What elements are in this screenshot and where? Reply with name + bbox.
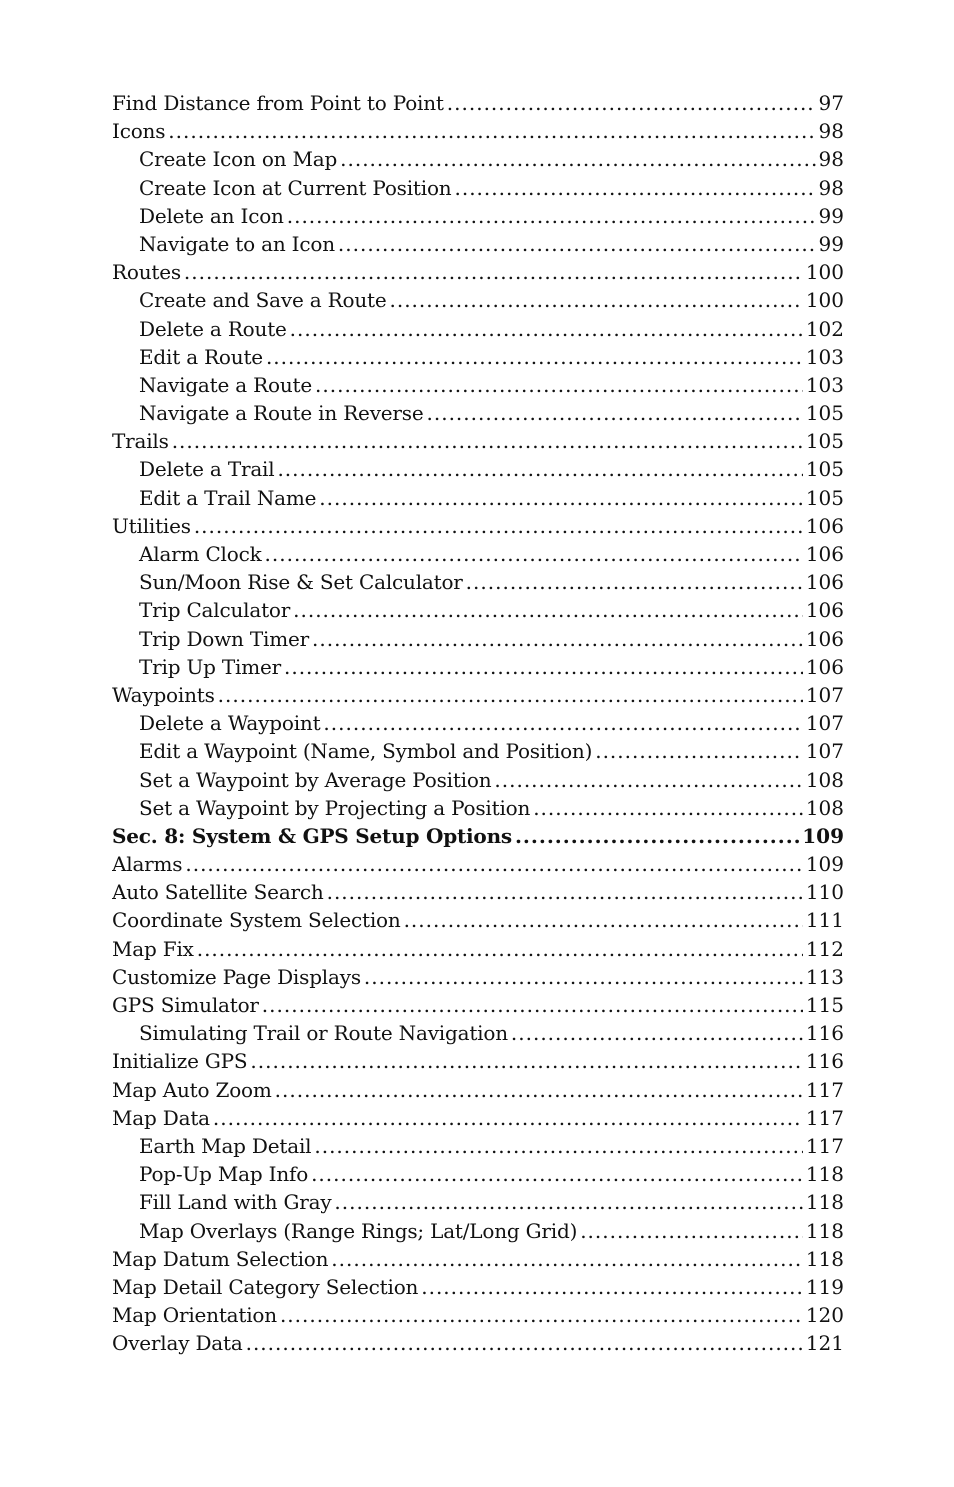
toc-page-number: 98 <box>818 147 844 172</box>
toc-subentry <box>112 1160 844 1188</box>
toc-entry-title: Map Overlays (Range Rings; Lat/Long Grid) <box>139 1218 578 1243</box>
toc-entry-title: Alarm Clock <box>139 542 262 566</box>
toc-subentry <box>112 1132 844 1160</box>
toc-subentry <box>112 596 844 624</box>
toc-entry-title: Fill Land with Gray <box>139 1190 332 1215</box>
dot-leader <box>197 935 803 963</box>
toc-entry-title: Initialize GPS <box>112 1049 248 1074</box>
toc-entry <box>112 681 844 709</box>
toc-entry <box>112 427 844 455</box>
toc-entry <box>112 850 844 878</box>
dot-leader <box>311 1160 803 1188</box>
dot-leader <box>265 540 803 568</box>
dot-leader <box>323 709 802 737</box>
toc-entry <box>112 117 844 145</box>
toc-entry-title: Navigate to an Icon <box>139 231 335 256</box>
dot-leader <box>340 145 815 173</box>
toc-entry <box>112 512 844 540</box>
toc-page-number: 98 <box>818 119 844 144</box>
toc-entry-title: Sun/Moon Rise & Set Calculator <box>139 570 463 595</box>
toc-entry-title: Map Datum Selection <box>112 1246 329 1271</box>
toc-page-number: 106 <box>805 654 844 679</box>
toc-entry-title: Trip Down Timer <box>139 626 309 651</box>
toc-entry-title: Alarms <box>112 852 183 877</box>
toc-entry-title: Map Data <box>112 1105 210 1130</box>
toc-page-number: 103 <box>805 372 844 397</box>
dot-leader <box>447 89 816 117</box>
toc-entry-title: Simulating Trail or Route Navigation <box>139 1021 508 1046</box>
toc-entry-title: Edit a Waypoint (Name, Symbol and Position) <box>139 739 593 764</box>
toc-subentry <box>112 1188 844 1216</box>
toc-page-number: 105 <box>805 401 844 426</box>
toc-page-number: 121 <box>805 1331 844 1356</box>
toc-entry-title: Create Icon at Current Position <box>139 175 452 200</box>
toc-entry <box>112 935 844 963</box>
toc-entry-title: Delete a Trail <box>139 457 275 482</box>
toc-entry <box>112 258 844 286</box>
toc-subentry <box>112 145 844 173</box>
dot-leader <box>580 1217 803 1245</box>
toc-page-number: 107 <box>805 739 844 764</box>
toc-subentry <box>112 625 844 653</box>
toc-entry <box>112 991 844 1019</box>
dot-leader <box>262 991 803 1019</box>
toc-entry-title: Earth Map Detail <box>139 1133 312 1158</box>
dot-leader <box>184 258 803 286</box>
toc-entry-title: Overlay Data <box>112 1331 243 1356</box>
dot-leader <box>334 1188 802 1216</box>
toc-section-heading <box>112 822 844 850</box>
toc-page-number: 119 <box>805 1274 844 1299</box>
toc-page-number: 99 <box>818 203 844 228</box>
toc-entry-title: Edit a Route <box>139 344 263 369</box>
toc-subentry <box>112 174 844 202</box>
toc-page-number: 106 <box>805 513 844 538</box>
toc-entry <box>112 1273 844 1301</box>
toc-entry <box>112 906 844 934</box>
toc-page-number: 106 <box>805 598 844 623</box>
toc-entry <box>112 1329 844 1357</box>
toc-page-number: 106 <box>805 542 844 566</box>
toc-page-number: 116 <box>805 1049 844 1074</box>
toc-entry-title: Set a Waypoint by Average Position <box>139 767 492 792</box>
toc-page-number: 118 <box>805 1162 844 1187</box>
toc-entry-title: Navigate a Route in Reverse <box>139 401 424 426</box>
toc-subentry <box>112 484 844 512</box>
dot-leader <box>280 1301 803 1329</box>
toc-entry <box>112 878 844 906</box>
toc-page-number: 108 <box>805 795 844 820</box>
toc-entry <box>112 1076 844 1104</box>
dot-leader <box>511 1019 803 1047</box>
toc-entry-title: Map Orientation <box>112 1303 277 1328</box>
toc-page-number: 111 <box>805 908 844 933</box>
toc-entry-title: Waypoints <box>112 682 215 707</box>
toc-subentry <box>112 737 844 765</box>
dot-leader <box>533 794 803 822</box>
dot-leader <box>389 286 802 314</box>
table-of-contents <box>112 89 844 1357</box>
dot-leader <box>185 850 802 878</box>
toc-subentry <box>112 315 844 343</box>
toc-entry-title: Customize Page Displays <box>112 964 361 989</box>
toc-subentry <box>112 709 844 737</box>
toc-subentry <box>112 455 844 483</box>
toc-entry-title: Trip Up Timer <box>139 654 281 679</box>
toc-page-number: 105 <box>805 457 844 482</box>
dot-leader <box>454 174 815 202</box>
dot-leader <box>427 399 803 427</box>
toc-subentry <box>112 343 844 371</box>
dot-leader <box>275 1076 803 1104</box>
toc-entry-title: Map Auto Zoom <box>112 1077 272 1102</box>
toc-entry-title: Create and Save a Route <box>139 288 387 313</box>
toc-entry <box>112 1104 844 1132</box>
toc-entry-title: Map Detail Category Selection <box>112 1274 419 1299</box>
toc-page-number: 113 <box>805 964 844 989</box>
dot-leader <box>287 202 816 230</box>
toc-entry-title: Create Icon on Map <box>139 147 338 172</box>
toc-subentry <box>112 1019 844 1047</box>
dot-leader <box>331 1245 803 1273</box>
toc-subentry <box>112 568 844 596</box>
dot-leader <box>494 766 802 794</box>
toc-subentry <box>112 371 844 399</box>
toc-entry-title: Delete an Icon <box>139 203 284 228</box>
toc-page-number: 100 <box>805 288 844 313</box>
toc-page-number: 105 <box>805 429 844 454</box>
toc-entry-title: Auto Satellite Search <box>112 880 324 905</box>
toc-page-number: 108 <box>805 767 844 792</box>
toc-page-number: 118 <box>805 1218 844 1243</box>
toc-page-number: 110 <box>805 880 844 905</box>
toc-entry-title: Trip Calculator <box>139 598 291 623</box>
dot-leader <box>284 653 803 681</box>
dot-leader <box>172 427 803 455</box>
toc-page-number: 118 <box>805 1246 844 1271</box>
toc-entry-title: Routes <box>112 260 181 285</box>
dot-leader <box>314 1132 802 1160</box>
dot-leader <box>266 343 803 371</box>
toc-entry <box>112 1245 844 1273</box>
toc-entry-title: Pop-Up Map Info <box>139 1162 309 1187</box>
dot-leader <box>218 681 803 709</box>
dot-leader <box>404 906 803 934</box>
dot-leader <box>595 737 803 765</box>
toc-page-number: 109 <box>802 823 844 848</box>
toc-page-number: 117 <box>805 1133 844 1158</box>
toc-subentry <box>112 230 844 258</box>
dot-leader <box>312 625 803 653</box>
toc-page-number: 120 <box>805 1303 844 1328</box>
toc-page-number: 103 <box>805 344 844 369</box>
toc-page-number: 115 <box>805 993 844 1017</box>
toc-entry-title: Delete a Waypoint <box>139 711 321 736</box>
dot-leader <box>364 963 803 991</box>
toc-page-number: 99 <box>818 231 844 256</box>
toc-entry <box>112 1047 844 1075</box>
dot-leader <box>338 230 816 258</box>
toc-entry-title: GPS Simulator <box>112 993 259 1017</box>
dot-leader <box>319 484 803 512</box>
toc-subentry <box>112 540 844 568</box>
dot-leader <box>246 1329 803 1357</box>
toc-entry-title: Map Fix <box>112 936 194 961</box>
toc-subentry <box>112 1217 844 1245</box>
dot-leader <box>250 1047 802 1075</box>
toc-page-number: 107 <box>805 711 844 736</box>
toc-subentry <box>112 286 844 314</box>
toc-entry-title: Edit a Trail Name <box>139 485 317 510</box>
dot-leader <box>421 1273 803 1301</box>
toc-subentry <box>112 399 844 427</box>
toc-subentry <box>112 202 844 230</box>
toc-page-number: 98 <box>818 175 844 200</box>
dot-leader <box>213 1104 803 1132</box>
dot-leader <box>515 822 799 850</box>
dot-leader <box>290 315 803 343</box>
dot-leader <box>194 512 803 540</box>
toc-entry-title: Utilities <box>112 513 191 538</box>
toc-subentry <box>112 653 844 681</box>
toc-entry <box>112 1301 844 1329</box>
toc-page-number: 118 <box>805 1190 844 1215</box>
toc-entry-title: Coordinate System Selection <box>112 908 401 933</box>
toc-page-number: 106 <box>805 570 844 595</box>
dot-leader <box>466 568 803 596</box>
dot-leader <box>168 117 815 145</box>
toc-subentry <box>112 794 844 822</box>
dot-leader <box>327 878 803 906</box>
toc-page-number: 105 <box>805 485 844 510</box>
toc-page-number: 107 <box>805 682 844 707</box>
toc-page-number: 100 <box>805 260 844 285</box>
toc-entry <box>112 89 844 117</box>
toc-page-number: 116 <box>805 1021 844 1046</box>
toc-page-number: 102 <box>805 316 844 341</box>
toc-page-number: 109 <box>805 852 844 877</box>
toc-entry-title: Find Distance from Point to Point <box>112 91 444 115</box>
dot-leader <box>315 371 803 399</box>
toc-entry-title: Sec. 8: System & GPS Setup Options <box>112 823 512 848</box>
toc-entry-title: Set a Waypoint by Projecting a Position <box>139 795 531 820</box>
toc-page-number: 117 <box>805 1105 844 1130</box>
toc-entry-title: Delete a Route <box>139 316 287 341</box>
toc-entry-title: Trails <box>112 429 169 454</box>
toc-entry <box>112 963 844 991</box>
dot-leader <box>293 596 803 624</box>
dot-leader <box>277 455 802 483</box>
toc-entry-title: Navigate a Route <box>139 372 313 397</box>
toc-entry-title: Icons <box>112 119 166 144</box>
toc-page-number: 117 <box>805 1077 844 1102</box>
toc-page-number: 97 <box>818 91 844 115</box>
toc-page-number: 112 <box>805 936 844 961</box>
toc-subentry <box>112 766 844 794</box>
toc-page-number: 106 <box>805 626 844 651</box>
